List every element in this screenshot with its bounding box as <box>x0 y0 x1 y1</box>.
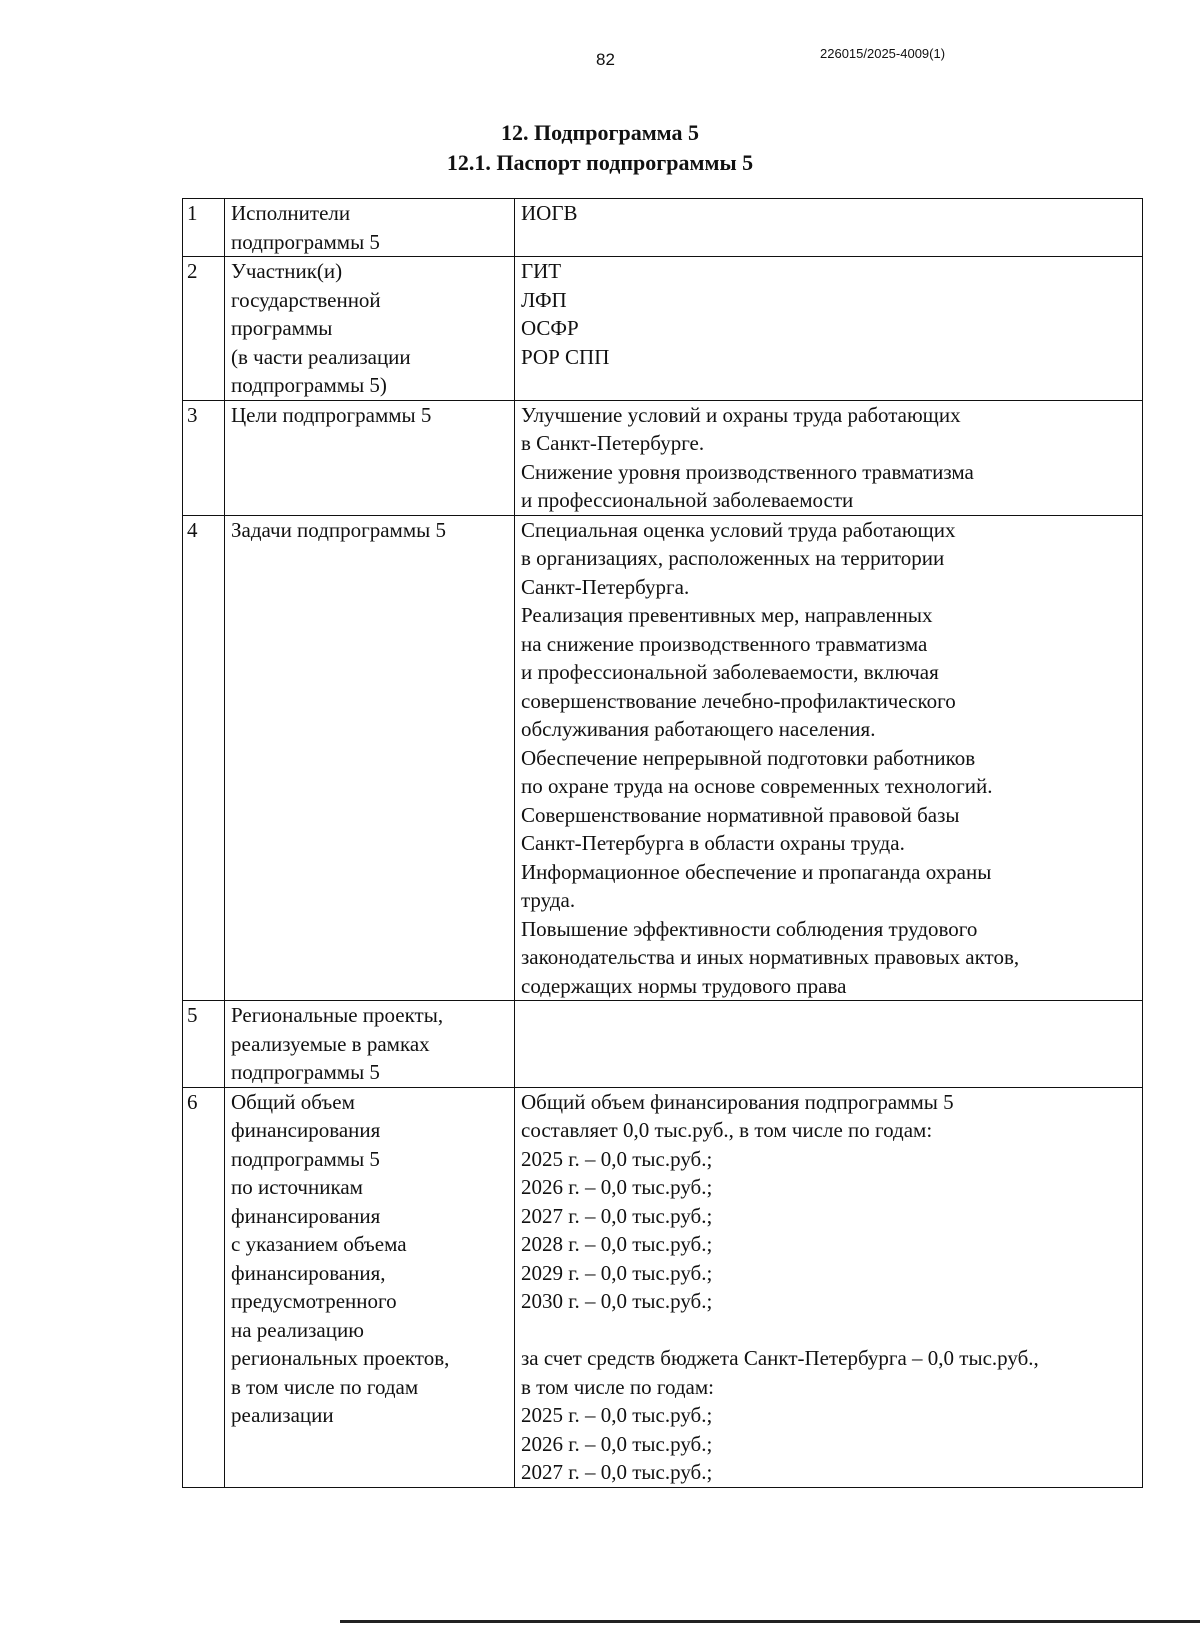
table-row <box>183 257 1143 401</box>
content-line: и профессиональной заболеваемости <box>521 488 854 512</box>
row-label <box>225 400 515 515</box>
content-line: в Санкт-Петербурге. <box>521 431 705 455</box>
label-line: государственной <box>231 287 381 312</box>
row-content <box>515 1087 1143 1487</box>
content-line: Специальная оценка условий труда работающих <box>521 517 956 542</box>
content-line: 2028 г. – 0,0 тыс.руб.; <box>521 1232 713 1256</box>
row-number: 1 <box>183 199 225 257</box>
content-line: Обеспечение непрерывной подготовки работников <box>521 745 976 770</box>
row-number: 2 <box>183 257 225 401</box>
label-line: предусмотренного <box>231 1289 397 1313</box>
passport-table <box>182 198 1143 1488</box>
content-line: 2025 г. – 0,0 тыс.руб.; <box>521 1146 713 1171</box>
row-content <box>515 400 1143 515</box>
label-line: финансирования <box>231 1118 381 1142</box>
section-title: 12. Подпрограмма 5 <box>500 120 700 145</box>
content-line: 2026 г. – 0,0 тыс.руб.; <box>521 1175 713 1199</box>
content-line: 2026 г. – 0,0 тыс.руб.; <box>521 1431 713 1456</box>
content-line: Снижение уровня производственного травматизма <box>521 459 974 484</box>
label-line: финансирования, <box>231 1260 386 1285</box>
row-number: 5 <box>183 1001 225 1088</box>
content-line: ЛФП <box>521 287 567 312</box>
section-subtitle: 12.1. Паспорт подпрограммы 5 <box>446 150 754 175</box>
label-line: подпрограммы 5 <box>231 1146 380 1171</box>
content-line: труда. <box>521 888 576 912</box>
label-line: с указанием объема <box>231 1232 407 1256</box>
label-line: региональных проектов, <box>231 1346 450 1370</box>
label-line: Цели подпрограммы 5 <box>231 402 432 427</box>
content-line: и профессиональной заболеваемости, включая <box>521 660 939 684</box>
row-label <box>225 199 515 257</box>
label-line: по источникам <box>231 1175 363 1199</box>
label-line: программы <box>231 316 333 340</box>
label-line: подпрограммы 5) <box>231 373 387 397</box>
content-line: 2025 г. – 0,0 тыс.руб.; <box>521 1403 713 1427</box>
paragraph-gap <box>521 1316 1136 1345</box>
label-line: реализации <box>231 1403 334 1427</box>
content-line: 2027 г. – 0,0 тыс.руб.; <box>521 1203 713 1228</box>
content-line: Реализация превентивных мер, направленных <box>521 603 933 627</box>
content-line: 2029 г. – 0,0 тыс.руб.; <box>521 1260 713 1285</box>
row-number: 3 <box>183 400 225 515</box>
label-line: подпрограммы 5 <box>231 229 380 254</box>
content-line: ОСФР <box>521 316 579 340</box>
row-number: 4 <box>183 515 225 1001</box>
page-number: 82 <box>596 50 615 69</box>
label-line: Региональные проекты, <box>231 1003 444 1027</box>
table-row <box>183 199 1143 257</box>
table-row <box>183 400 1143 515</box>
label-line: подпрограммы 5 <box>231 1060 380 1084</box>
content-line: в организациях, расположенных на территории <box>521 546 945 570</box>
content-line: содержащих нормы трудового права <box>521 973 847 998</box>
content-line: Санкт-Петербурга в области охраны труда. <box>521 831 905 855</box>
content-line: ИОГВ <box>521 201 578 225</box>
label-line: (в части реализации <box>231 344 411 369</box>
row-number: 6 <box>183 1087 225 1487</box>
row-content <box>515 515 1143 1001</box>
label-line: Участник(и) <box>231 259 343 283</box>
content-line: совершенствование лечебно-профилактического <box>521 688 956 713</box>
content-line: законодательства и иных нормативных правовых актов, <box>521 945 1020 969</box>
label-line: финансирования <box>231 1203 381 1228</box>
document-reference: 226015/2025-4009(1) <box>820 46 946 61</box>
content-line: Совершенствование нормативной правовой базы <box>521 802 960 827</box>
content-line: составляет 0,0 тыс.руб., в том числе по годам: <box>521 1118 933 1142</box>
label-line: Общий объем <box>231 1089 355 1114</box>
content-line: на снижение производственного травматизма <box>521 631 928 656</box>
table-row <box>183 515 1143 1001</box>
content-line: в том числе по годам: <box>521 1374 714 1399</box>
content-line: Общий объем финансирования подпрограммы 5 <box>521 1089 954 1114</box>
row-content <box>515 199 1143 257</box>
table-row <box>183 1087 1143 1487</box>
content-line: ГИТ <box>521 259 562 283</box>
label-line: реализуемые в рамках <box>231 1031 430 1056</box>
row-label <box>225 257 515 401</box>
table-row <box>183 1001 1143 1088</box>
title-block <box>0 118 1200 178</box>
label-line: в том числе по годам <box>231 1374 419 1399</box>
label-line: Исполнители <box>231 201 351 225</box>
row-label <box>225 1001 515 1088</box>
content-line: Повышение эффективности соблюдения трудового <box>521 916 978 941</box>
row-label <box>225 1087 515 1487</box>
content-line: за счет средств бюджета Санкт-Петербурга – 0,0 тыс.руб., <box>521 1346 1039 1370</box>
row-content <box>515 1001 1143 1088</box>
content-line: Улучшение условий и охраны труда работающих <box>521 402 961 427</box>
label-line: на реализацию <box>231 1317 364 1342</box>
content-line: 2027 г. – 0,0 тыс.руб.; <box>521 1460 713 1484</box>
content-line: по охране труда на основе современных технологий. <box>521 774 993 798</box>
bottom-rule <box>340 1620 1200 1623</box>
content-line: Санкт-Петербурга. <box>521 574 690 599</box>
row-label <box>225 515 515 1001</box>
content-line: Информационное обеспечение и пропаганда охраны <box>521 859 992 884</box>
row-content <box>515 257 1143 401</box>
content-line: обслуживания работающего населения. <box>521 717 876 741</box>
label-line: Задачи подпрограммы 5 <box>231 517 446 542</box>
content-line: 2030 г. – 0,0 тыс.руб.; <box>521 1289 713 1313</box>
content-line: РОР СПП <box>521 344 610 369</box>
